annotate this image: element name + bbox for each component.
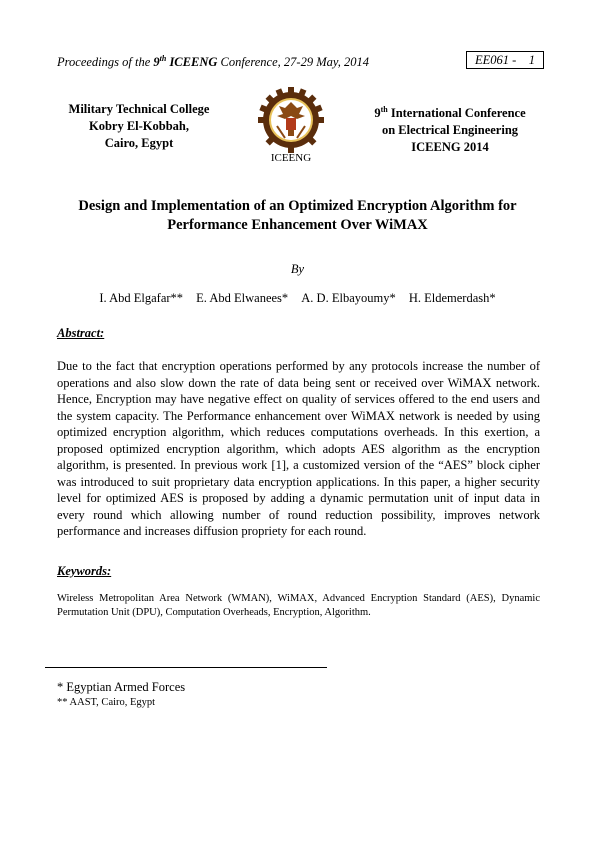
running-header: [57, 54, 369, 70]
author-1: I. Abd Elgafar**: [99, 291, 184, 305]
paper-title: [40, 197, 555, 235]
header-ordinal-num: 9: [153, 55, 160, 70]
affiliation-right-num: 9: [374, 106, 381, 121]
affiliation-left: [50, 101, 228, 152]
author-2: E. Abd Elwanees*: [196, 291, 289, 305]
page-code-box: EE061 - 1: [466, 51, 544, 69]
author-4: H. Eldemerdash*: [408, 291, 496, 305]
affiliation-right-line1: [360, 101, 540, 122]
header-suffix: Conference, 27-29 May, 2014: [217, 55, 369, 70]
logo-text: ICEENG: [270, 152, 312, 164]
abstract-heading: Abstract:: [57, 326, 105, 340]
affiliation-right-line3: ICEENG 2014: [411, 140, 489, 155]
affiliation-right-line2: on Electrical Engineering: [381, 123, 519, 138]
affiliation-left-line3: Cairo, Egypt: [104, 136, 174, 150]
header-conf-name: ICEENG: [166, 55, 218, 70]
footnote-rule: [45, 667, 327, 668]
keywords-text: Wireless Metropolitan Area Network (WMAN), WiMAX, Advanced Encryption Standard (AES), Dynamic Permutation Unit (DPU), Computation Overheads, Encryption, Algorithm.: [57, 593, 540, 618]
keywords-heading: Keywords:: [57, 564, 112, 578]
header-prefix: Proceedings of the: [57, 55, 154, 70]
footnote-2: ** AAST, Cairo, Egypt: [57, 697, 156, 708]
affiliation-right: [360, 101, 540, 156]
affiliation-right-sup: th: [380, 105, 388, 114]
iceeng-logo: [255, 86, 327, 164]
abstract-text: Due to the fact that encryption operations performed by any protocols increase the number of operations and also slow down the rate of data being sent or received over WiMAX network. Hence, Encryption may have negative effect on quality of services offered to the end users and the system capacity. The Performance enhancement over WiMAX network is needed by using optimized encryption algorithm, which reduces computations overheads. In this exertion, a proposed optimized encryption algorithm, which adopts AES algorithm as the encryption algorithm, is presented. In previous work [1], a customized version of the “AES” block cipher was introduced to suit proprietary data encryption applications. In this paper, a higher security level for optimized AES is proposed by adding a dynamic permutation unit of input data in every round which allowing number of round reduction possibility, improves network performance and increases diffusion propriety for each round.: [57, 359, 540, 538]
author-list: [57, 291, 538, 306]
header-ordinal: [153, 55, 217, 69]
affiliation-left-line1: Military Technical College: [68, 102, 210, 116]
paper-title-line1: Design and Implementation of an Optimized Encryption Algorithm for: [78, 198, 517, 214]
author-3: A. D. Elbayoumy*: [301, 291, 396, 305]
footnote-1: * Egyptian Armed Forces: [57, 680, 186, 694]
header-ordinal-sup: th: [159, 54, 167, 63]
paper-title-line2: Performance Enhancement Over WiMAX: [167, 217, 428, 233]
by-label: By: [290, 262, 305, 276]
affiliation-left-line2: Kobry El-Kobbah,: [88, 119, 190, 133]
affiliation-right-line1-rest: International Conference: [387, 106, 526, 121]
